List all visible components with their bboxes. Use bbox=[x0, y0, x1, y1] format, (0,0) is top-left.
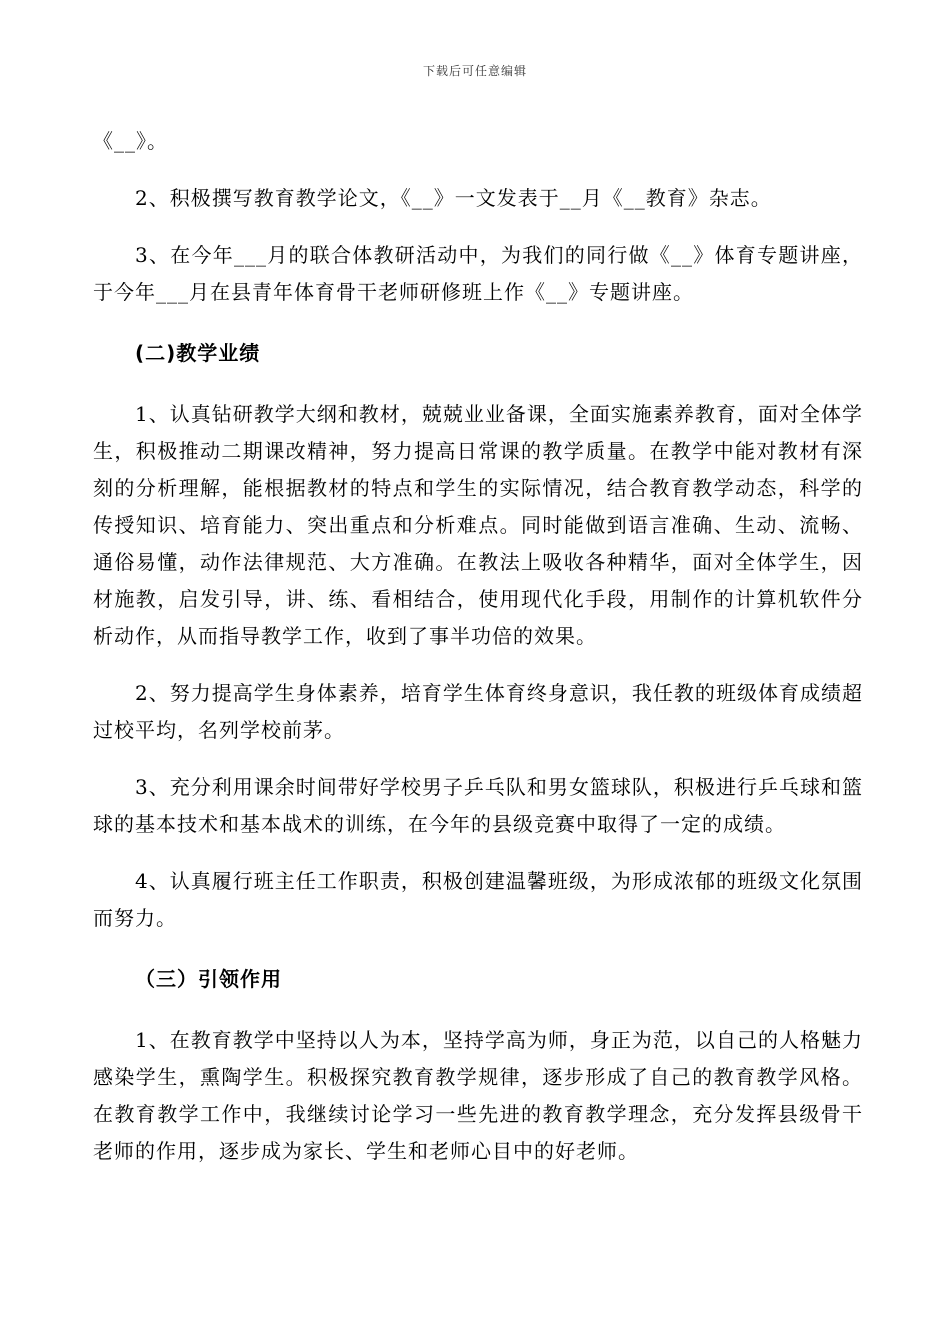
section-heading-3: （三）引领作用 bbox=[135, 967, 282, 991]
paragraph-teaching-4: 4、认真履行班主任工作职责，积极创建温馨班级，为形成浓郁的班级文化氛围而努力。 bbox=[93, 869, 863, 930]
paragraph-continuation: 《__》。 bbox=[93, 129, 168, 153]
section-heading-2: (二)教学业绩 bbox=[135, 341, 261, 365]
page-header-note: 下载后可任意编辑 bbox=[422, 64, 527, 78]
document-body bbox=[93, 123, 863, 1170]
paragraph-teaching-1: 1、认真钻研教学大纲和教材，兢兢业业备课，全面实施素养教育，面对全体学生，积极推动二期课改精神，努力提高日常课的教学质量。在教学中能对教材有深刻的分析理解，能根据教材的特点和学生的实际情况，结合教育教学动态，科学的传授知识、培育能力、突出重点和分析难点。同时能做到语言准确、生动、流畅、通俗易懂，动作法律规范、大方准确。在教法上吸收各种精华，面对全体学生，因材施教，启发引导，讲、练、看相结合，使用现代化手段，用制作的计算机软件分析动作，从而指导教学工作，收到了事半功倍的效果。 bbox=[93, 402, 863, 648]
paragraph-leading-1: 1、在教育教学中坚持以人为本，坚持学高为师，身正为范，以自己的人格魅力感染学生，熏陶学生。积极探究教育教学规律，逐步形成了自己的教育教学风格。在教育教学工作中，我继续讨论学习一些先进的教育教学理念，充分发挥县级骨干老师的作用，逐步成为家长、学生和老师心目中的好老师。 bbox=[93, 1028, 863, 1163]
paragraph-teaching-3: 3、充分利用课余时间带好学校男子乒乓队和男女篮球队，积极进行乒乓球和篮球的基本技术和基本战术的训练，在今年的县级竞赛中取得了一定的成绩。 bbox=[93, 775, 863, 836]
paragraph-item-3: 3、在今年___月的联合体教研活动中，为我们的同行做《__》体育专题讲座，于今年___月在县青年体育骨干老师研修班上作《__》专题讲座。 bbox=[93, 243, 863, 304]
paragraph-teaching-2: 2、努力提高学生身体素养，培育学生体育终身意识，我任教的班级体育成绩超过校平均，名列学校前茅。 bbox=[93, 681, 863, 742]
paragraph-item-2: 2、积极撰写教育教学论文，《__》一文发表于__月《__教育》杂志。 bbox=[135, 186, 772, 210]
